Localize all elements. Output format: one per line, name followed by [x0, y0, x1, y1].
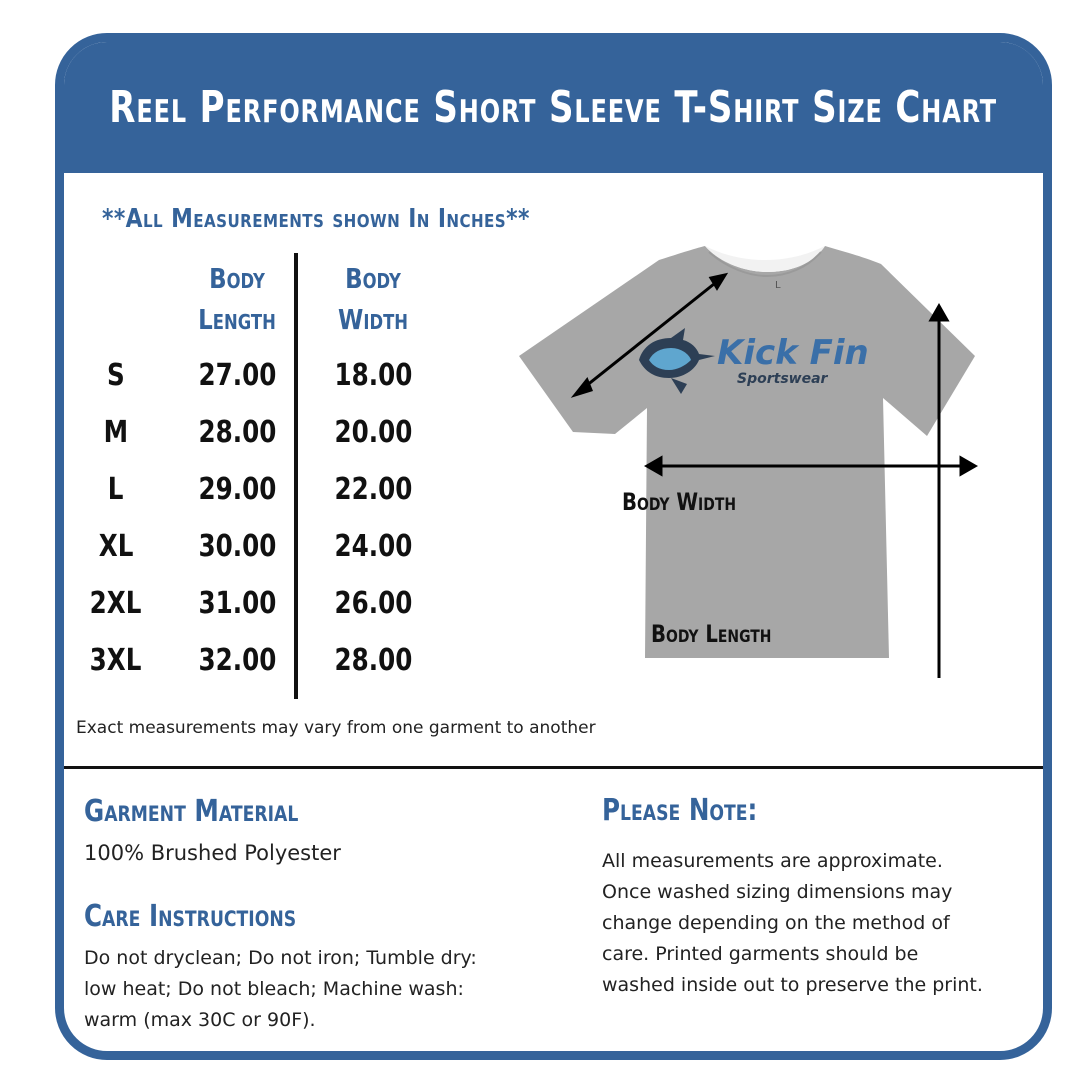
length-cell: 32.00 [198, 643, 276, 678]
size-cell: 2XL [90, 586, 142, 621]
tshirt-shape [519, 246, 975, 658]
note-line: care. Printed garments should be [602, 943, 919, 965]
width-cell: 24.00 [334, 529, 412, 564]
column-header-body-width [303, 258, 443, 340]
logo-wordmark: Kick Fin [717, 333, 869, 373]
table-row [64, 356, 464, 396]
care-text [84, 943, 477, 1036]
width-cell: 28.00 [334, 643, 412, 678]
body-width-label: Body Width [622, 488, 737, 516]
section-divider [55, 766, 1052, 769]
material-text: 100% Brushed Polyester [84, 841, 341, 865]
width-cell: 20.00 [334, 415, 412, 450]
length-cell: 27.00 [198, 358, 276, 393]
header-banner [64, 42, 1043, 173]
tshirt-illustration [509, 238, 979, 678]
width-cell: 26.00 [334, 586, 412, 621]
note-line: washed inside out to preserve the print. [602, 974, 983, 996]
care-line: warm (max 30C or 90F). [84, 1009, 316, 1031]
length-cell: 29.00 [198, 472, 276, 507]
care-line: Do not dryclean; Do not iron; Tumble dry: [84, 947, 477, 969]
note-line: All measurements are approximate. [602, 850, 943, 872]
size-tag-text: L [775, 280, 781, 291]
note-line: change depending on the method of [602, 912, 950, 934]
table-row [64, 584, 464, 624]
column-header-line: Length [198, 303, 276, 336]
size-cell: XL [98, 529, 134, 564]
table-row [64, 527, 464, 567]
please-note-title: Please Note: [602, 793, 758, 828]
material-title: Garment Material [84, 794, 299, 829]
care-title: Care Instructions [84, 899, 297, 934]
column-header-line: Body [345, 262, 401, 295]
size-cell: 3XL [90, 643, 142, 678]
table-row [64, 470, 464, 510]
width-cell: 18.00 [334, 358, 412, 393]
body-length-label: Body Length [651, 620, 772, 648]
width-cell: 22.00 [334, 472, 412, 507]
table-row [64, 413, 464, 453]
size-cell: M [103, 415, 129, 450]
page-title: Reel Performance Short Sleeve T-Shirt Size Chart [109, 82, 998, 133]
tshirt-diagram [509, 238, 979, 678]
care-line: low heat; Do not bleach; Machine wash: [84, 978, 464, 1000]
length-cell: 31.00 [198, 586, 276, 621]
note-line: Once washed sizing dimensions may [602, 881, 953, 903]
column-header-body-length [167, 258, 307, 340]
size-chart-card [55, 33, 1052, 1060]
measurement-note: Exact measurements may vary from one garment to another [76, 718, 596, 738]
table-row [64, 641, 464, 681]
please-note-text [602, 846, 983, 1001]
length-cell: 28.00 [198, 415, 276, 450]
column-header-line: Width [338, 303, 408, 336]
length-cell: 30.00 [198, 529, 276, 564]
logo-subtext: Sportswear [737, 371, 828, 387]
units-subtitle: **All Measurements shown In Inches** [102, 204, 530, 234]
column-header-line: Body [209, 262, 265, 295]
size-cell: S [107, 358, 125, 393]
size-cell: L [108, 472, 124, 507]
